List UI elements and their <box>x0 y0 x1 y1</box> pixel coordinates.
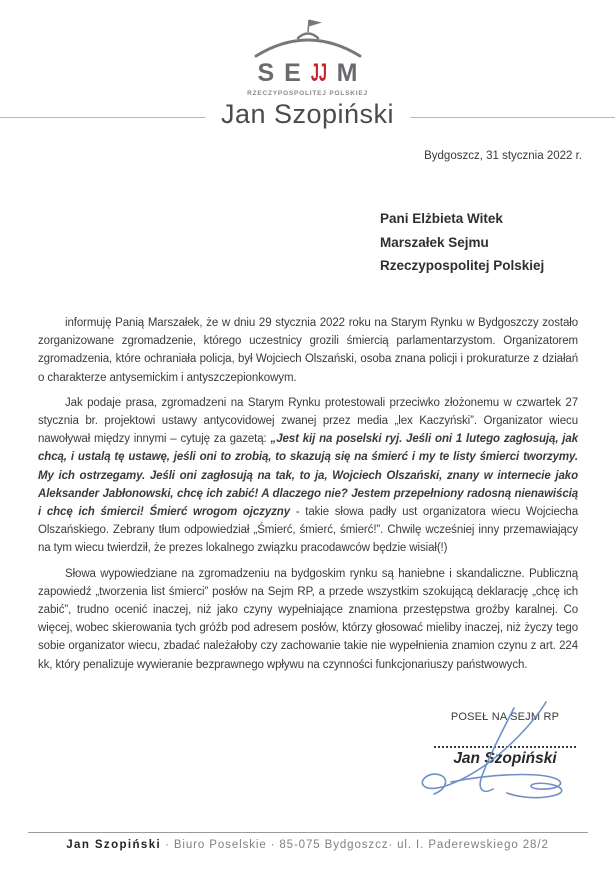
quote-text: „Jest kij na poselski ryj. Jeśli oni 1 lutego zagłosują, jak chcą, i ustalą tę ustawę, jeśli oni to zrobią, to skazują się na śmierć i my te listy śmierci tworzymy. My ich ostrzegamy. Jeśli oni zagłosują na tak, to ja, Wojciech Olszański, znany w internecie jako Aleksander Jabłonowski, chcę ich zabić! A dlaczego nie? Jestem przepełniony radosną nienawiścią i chcę ich śmierci! Śmierć wrogom ojczyzny <box>38 433 578 519</box>
paragraph <box>38 394 578 558</box>
sejm-letter-s: S <box>257 59 275 87</box>
recipient-line: Marszałek Sejmu <box>380 234 489 250</box>
paragraph-continuation: - takie słowa padły ust organizatora wiecu Wojciecha Olszańskiego. Zebrany tłum odpowiedział „Śmierć, śmierć, śmierć!”. Chwilę wcześniej inny przemawiający na tym wiecu twierdził, że prezes lokalnego związku pracodawców będzie wisiał(!) <box>38 506 578 555</box>
sejm-letter-e: E <box>284 59 301 87</box>
signature-name: Jan Szopiński <box>453 750 557 767</box>
sejm-dome-icon <box>252 16 364 60</box>
paragraph-intro: Jak podaje prasa, zgromadzeni na Starym Rynku protestowali przeciwko złożonemu w czwartek 27 stycznia br. projektowi ustawy antycovidowej zwanej przez media „lex Kaczyński”. Organizator wiecu nawoływał między innymi – cytuję za gazetą: <box>38 396 578 446</box>
sejm-wordmark <box>252 61 362 86</box>
footer-name: Jan Szopiński <box>66 839 162 851</box>
footer-office: Biuro Poselskie <box>173 839 267 851</box>
signature-block <box>430 711 580 768</box>
footer-separator: · <box>270 839 276 851</box>
dateline: Bydgoszcz, 31 stycznia 2022 r. <box>424 150 582 162</box>
paragraph: Słowa wypowiedziane na zgromadzeniu na bydgoskim rynku są haniebne i skandaliczne. Publiczną zapowiedź „tworzenia list śmierci” posłów na Sejm RP, a przede wszystkim szokującą deklarację „chcę ich zabić”, trudno ocenić inaczej, niż jako czyny wypełniające znamiona przestępstwa groźby karalnej. Co więcej, wobec skierowania tych gróźb pod adresem posłów, którzy głosować mieliby inaczej, niż życzy tego sobie organizator wiecu, zbadać należałoby czy zachowanie takie nie wypełnienia znamion czynu z art. 224 kk, który penalizuje wywieranie bezprawnego wpływu na czynności funkcjonariuszy państwowych. <box>38 567 578 671</box>
sejm-letter-j: J J <box>310 59 327 87</box>
recipient-block <box>380 207 544 278</box>
footer-street: ul. I. Paderewskiego 28/2 <box>397 839 549 851</box>
logo-subtitle: RZECZYPOSPOLITEJ POLSKIEJ <box>247 90 368 97</box>
signature-dotted-line <box>434 746 576 748</box>
letterhead-name: Jan Szopiński <box>205 99 410 130</box>
footer-city: 85-075 Bydgoszcz <box>279 839 389 851</box>
footer-separator: · <box>388 839 394 851</box>
recipient-line: Rzeczypospolitej Polskiej <box>380 258 545 273</box>
footer-rule <box>28 832 588 833</box>
sejm-logo <box>0 16 615 97</box>
letter-body <box>38 314 578 681</box>
signature-title: POSEŁ NA SEJM RP <box>450 711 560 723</box>
footer-separator: · <box>165 839 170 851</box>
sejm-letter-m: M <box>336 59 358 87</box>
recipient-line: Pani Elżbieta Witek <box>380 211 503 226</box>
paragraph: informuję Panią Marszałek, że w dniu 29 stycznia 2022 roku na Starym Rynku w Bydgoszczy zostało zorganizowane zgromadzenie, którego uczestnicy grozili śmiercią parlamentarzystom. Organizatorem zgromadzenia, które ochraniała policja, był Wojciech Olszański, osoba znana policji i prokuraturze z działań o charakterze antysemickim i antyszczepionkowym. <box>38 317 578 384</box>
footer-text <box>0 839 615 851</box>
